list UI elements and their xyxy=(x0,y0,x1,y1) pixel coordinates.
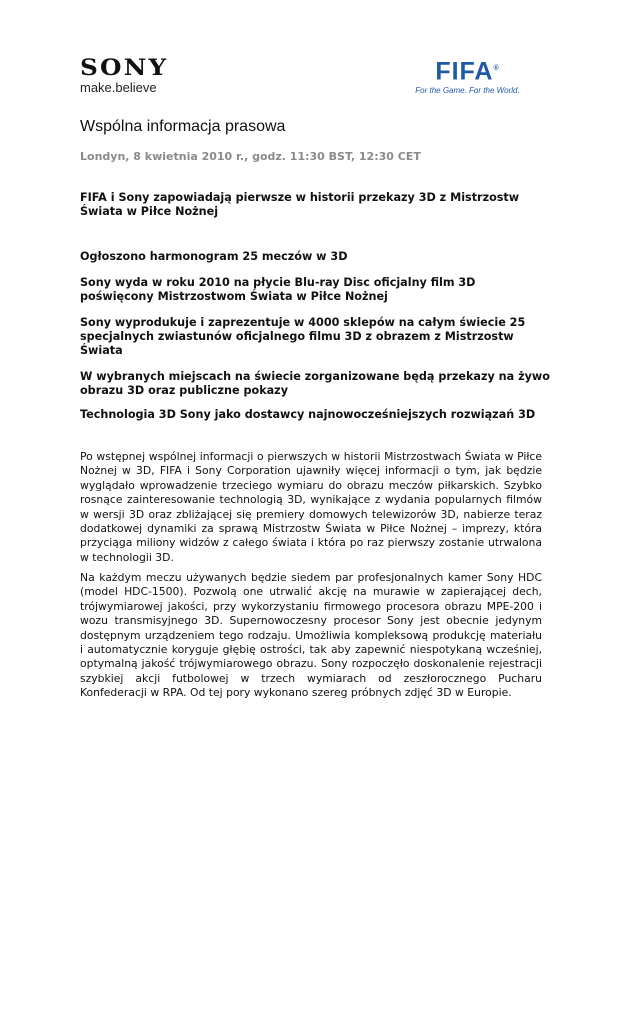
sony-tagline: make.believe xyxy=(80,80,157,95)
body-paragraph: Po wstępnej wspólnej informacji o pierwszych w historii Mistrzostwach Świata w Piłce Nożnej w 3D, FIFA i Sony Corporation ujawniły więcej informacji o tym, jak będzie wyglądało wprowadzenie trzeciego wymiaru do obrazu meczów piłkarskich. Szybko rosnące zainteresowanie technologią 3D, wynikające z wydania popularnych filmów w wersji 3D oraz zbliżającej się premiery domowych telewizorów 3D, nabierze teraz dodatkowej dynamiki za sprawą Mistrzostw Świata w Piłce Nożnej – imprezy, która przyciąga miliony widzów z całego świata i która po raz pierwszy zostanie utrwalona w technologii 3D. xyxy=(80,450,542,564)
sony-wordmark: SONY xyxy=(80,55,169,81)
headline: FIFA i Sony zapowiadają pierwsze w historii przekazy 3D z Mistrzostw Świata w Piłce Nożnej xyxy=(80,191,520,218)
fifa-wordmark-text: FIFA xyxy=(435,57,494,86)
sony-logo xyxy=(80,55,169,95)
registered-mark: ® xyxy=(493,65,500,72)
highlight-item: Sony wyprodukuje i zaprezentuje w 4000 sklepów na całym świecie 25 specjalnych zwiastunów oficjalnego filmu 3D z obrazem z Mistrzostw Świata xyxy=(80,316,526,357)
highlight-item: Technologia 3D Sony jako dostawcy najnowocześniejszych rozwiązań 3D xyxy=(80,408,536,421)
highlight-item: Ogłoszono harmonogram 25 meczów w 3D xyxy=(80,250,348,263)
dateline: Londyn, 8 kwietnia 2010 r., godz. 11:30 BST, 12:30 CET xyxy=(80,150,421,163)
highlight-item: W wybranych miejscach na świecie zorganizowane będą przekazy na żywo obrazu 3D oraz publiczne pokazy xyxy=(80,370,550,397)
highlight-item: Sony wyda w roku 2010 na płycie Blu-ray Disc oficjalny film 3D poświęcony Mistrzostwom Świata w Piłce Nożnej xyxy=(80,276,476,303)
body-paragraph: Na każdym meczu używanych będzie siedem par profesjonalnych kamer Sony HDC (model HDC-1500). Pozwolą one utrwalić akcję na murawie w zapierającej dech, trójwymiarowej jakości, przy wykorzystaniu firmowego procesora obrazu MPE-200 i wozu transmisyjnego 3D. Supernowoczesny procesor Sony jest obecnie jedynym dostępnym urządzeniem tego rodzaju. Umożliwia kompleksową produkcję materiału i automatycznie koryguje głębię ostrości, tak aby zapewnić niespotykaną wcześniej, optymalną jakość trójwymiarowego obrazu. Sony rozpoczęło doskonalenie rejestracji szybkiej akcji futbolowej w trzech wymiarach od zeszłorocznego Pucharu Konfederacji w RPA. Od tej pory wykonano szereg próbnych zdjęć 3D w Europie. xyxy=(80,571,542,700)
fifa-logo xyxy=(410,55,525,95)
fifa-wordmark xyxy=(410,55,525,85)
fifa-tagline: For the Game. For the World. xyxy=(415,86,520,96)
document-type-title: Wspólna informacja prasowa xyxy=(80,118,286,135)
